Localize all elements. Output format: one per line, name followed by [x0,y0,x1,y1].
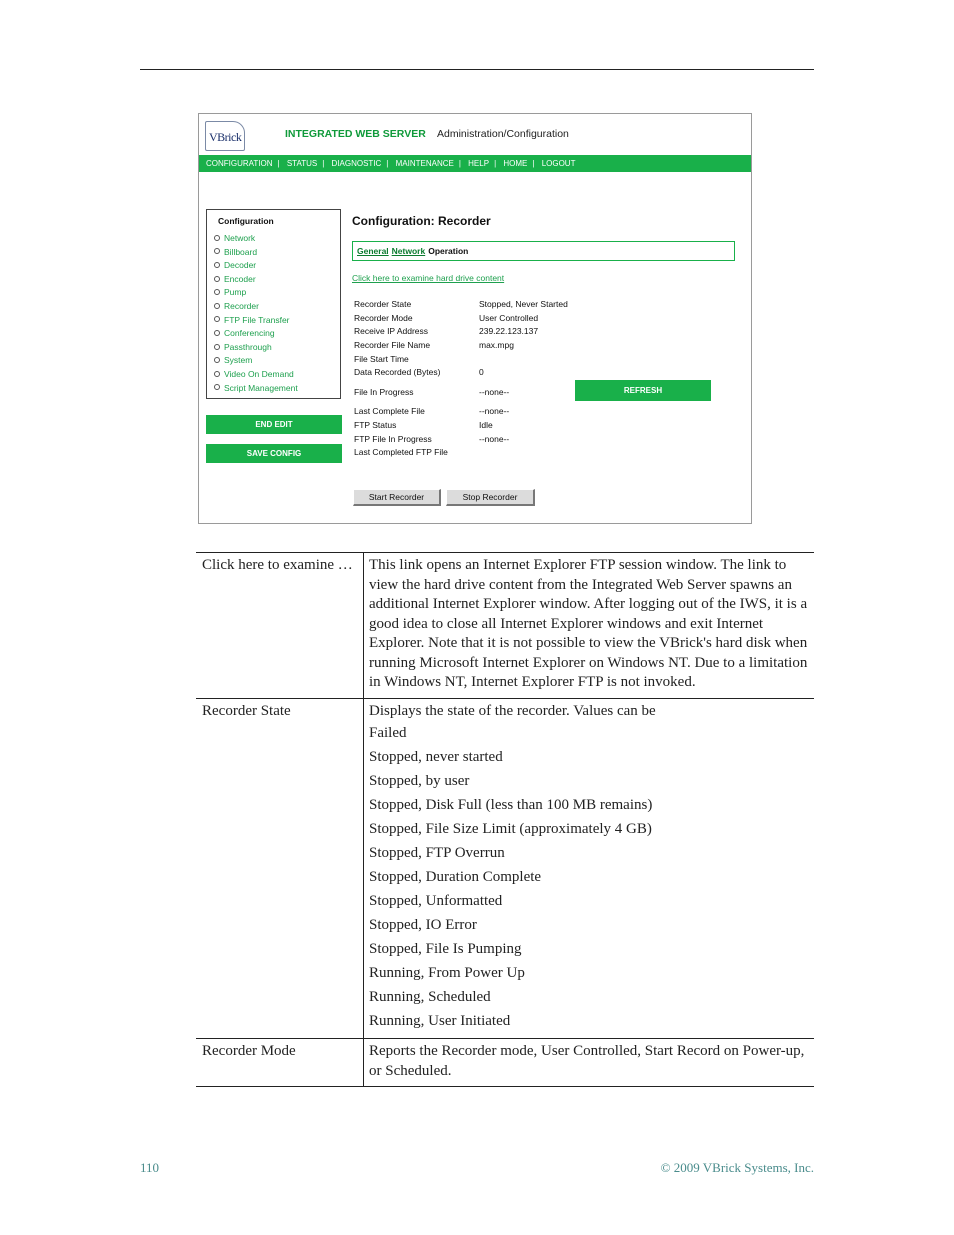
nav-separator: | [532,159,535,168]
term-recorder-state: Recorder State [196,698,364,1039]
sidebar-item-network[interactable] [214,232,298,246]
page-number: 110 [140,1160,160,1175]
list-item: Stopped, Disk Full (less than 100 MB remains) [369,797,653,813]
recorder-tabs [352,241,735,261]
list-item: Running, User Initiated [369,1013,511,1029]
list-item: Running, From Power Up [369,965,525,981]
field-label-data-recorded: Data Recorded (Bytes) [354,367,441,377]
nav-home[interactable]: HOME [503,159,528,168]
copyright: © 2009 VBrick Systems, Inc. [660,1160,814,1175]
stop-recorder-button[interactable]: Stop Recorder [446,489,535,506]
bullet-icon [214,276,220,282]
list-item: Stopped, Unformatted [369,893,503,909]
sidebar-item-passthrough[interactable] [214,341,298,355]
bullet-icon [214,303,220,309]
tab-general[interactable]: General [357,246,389,256]
desc-click-here: This link opens an Internet Explorer FTP session window. The link to view the hard drive content from the Integrated Web Server spawns an additional Internet Explorer window. After logging out of the IWS, it is a good idea to close all Internet Explorer windows and exit Internet Explorer. Note that it is not possible to view the VBrick's hard disk when running Microsoft Internet Explorer on Windows NT. Due to a limitation in Windows NT, Internet Explorer FTP is not invoked. [369,557,808,690]
list-item: Stopped, never started [369,749,503,765]
desc-recorder-mode: Reports the Recorder mode, User Controlled, Start Record on Power-up, or Scheduled. [369,1043,805,1079]
iws-subtitle: Administration/Configuration [437,128,569,140]
bullet-icon [214,344,220,350]
description-table [196,552,814,1087]
field-label-last-complete-file: Last Complete File [354,406,425,416]
desc-recorder-state [364,698,815,1039]
nav-separator: | [494,159,497,168]
sidebar-heading: Configuration [218,216,274,226]
field-label-file-in-progress: File In Progress [354,387,414,397]
field-label-ftp-status: FTP Status [354,420,397,430]
field-label-recorder-file-name: Recorder File Name [354,340,431,350]
nav-maintenance[interactable]: MAINTENANCE [395,159,454,168]
refresh-button[interactable]: REFRESH [575,380,711,401]
table-row [196,698,814,1039]
nav-status[interactable]: STATUS [286,159,318,168]
sidebar-item-conferencing[interactable] [214,327,298,341]
field-value-recorder-state: Stopped, Never Started [479,299,568,309]
sidebar-item-label: Conferencing [224,328,275,339]
sidebar-item-encoder[interactable] [214,273,298,287]
sidebar-list [214,232,298,395]
nav-separator: | [386,159,389,168]
field-label-file-start-time: File Start Time [354,354,409,364]
nav-logout[interactable]: LOGOUT [541,159,576,168]
top-nav [199,155,751,172]
bullet-icon [214,371,220,377]
sidebar-item-system[interactable] [214,354,298,368]
field-label-receive-ip: Receive IP Address [354,326,429,336]
hard-drive-link[interactable]: Click here to examine hard drive content [352,273,505,283]
table-row [196,553,814,699]
bullet-icon [214,316,220,322]
config-sidebar [206,209,341,399]
list-item: Stopped, Duration Complete [369,869,542,885]
bullet-icon [214,357,220,363]
page-title: Configuration: Recorder [352,214,491,228]
nav-help[interactable]: HELP [468,159,490,168]
save-config-button[interactable]: SAVE CONFIG [206,444,342,463]
field-label-recorder-mode: Recorder Mode [354,313,413,323]
field-value-recorder-file-name: max.mpg [479,340,514,350]
bullet-icon [214,248,220,254]
sidebar-item-label: Decoder [224,260,257,271]
sidebar-item-label: Passthrough [224,341,272,352]
nav-separator: | [277,159,280,168]
nav-separator: | [322,159,325,168]
sidebar-item-label: Encoder [224,273,256,284]
bullet-icon [214,330,220,336]
sidebar-item-ftp-file-transfer[interactable] [214,314,298,328]
sidebar-item-decoder[interactable] [214,259,298,273]
field-label-last-completed-ftp-file: Last Completed FTP File [354,447,448,457]
bullet-icon [214,384,220,390]
list-item: Stopped, File Is Pumping [369,941,522,957]
sidebar-item-recorder[interactable] [214,300,298,314]
vbrick-logo: VBrick [205,121,245,151]
sidebar-item-label: Pump [224,287,247,298]
sidebar-item-label: Network [224,233,256,243]
tab-operation[interactable]: Operation [428,246,469,256]
field-value-ftp-status: Idle [479,420,493,430]
sidebar-item-label: FTP File Transfer [224,314,290,325]
bullet-icon [214,262,220,268]
end-edit-button[interactable]: END EDIT [206,415,342,434]
table-row [196,1039,814,1087]
nav-configuration[interactable]: CONFIGURATION [206,159,273,168]
field-value-recorder-mode: User Controlled [479,313,539,323]
iws-screenshot [198,113,752,524]
sidebar-item-video-on-demand[interactable] [214,368,298,382]
sidebar-item-billboard[interactable] [214,246,298,260]
list-item: Failed [369,725,407,741]
recorder-state-intro: Displays the state of the recorder. Values can be [369,702,656,719]
nav-separator: | [458,159,461,168]
field-value-last-complete-file: --none-- [479,406,510,416]
bullet-icon [214,235,220,241]
sidebar-item-label: Recorder [224,300,259,311]
field-value-file-in-progress: --none-- [479,387,510,397]
tab-network[interactable]: Network [391,246,426,256]
sidebar-item-label: System [224,355,253,366]
header-rule [140,69,814,70]
sidebar-item-label: Billboard [224,246,258,257]
list-item: Running, Scheduled [369,989,491,1005]
iws-title: INTEGRATED WEB SERVER [285,128,426,140]
term-recorder-mode: Recorder Mode [196,1039,364,1087]
list-item: Stopped, File Size Limit (approximately 4 GB) [369,821,652,837]
bullet-icon [214,289,220,295]
start-recorder-button[interactable]: Start Recorder [353,489,441,506]
list-item: Stopped, IO Error [369,917,477,933]
field-value-receive-ip: 239.22.123.137 [479,326,539,336]
list-item: Stopped, by user [369,773,470,789]
field-label-ftp-file-in-progress: FTP File In Progress [354,434,432,444]
sidebar-item-label: Video On Demand [224,368,294,379]
sidebar-item-script-management[interactable] [214,382,298,396]
field-value-ftp-file-in-progress: --none-- [479,434,510,444]
sidebar-item-pump[interactable] [214,286,298,300]
list-item: Stopped, FTP Overrun [369,845,505,861]
field-value-data-recorded: 0 [479,367,484,377]
term-click-here: Click here to examine … [196,553,364,699]
nav-diagnostic[interactable]: DIAGNOSTIC [331,159,382,168]
sidebar-item-label: Script Management [224,382,298,393]
field-label-recorder-state: Recorder State [354,299,412,309]
recorder-state-list [369,721,808,1033]
